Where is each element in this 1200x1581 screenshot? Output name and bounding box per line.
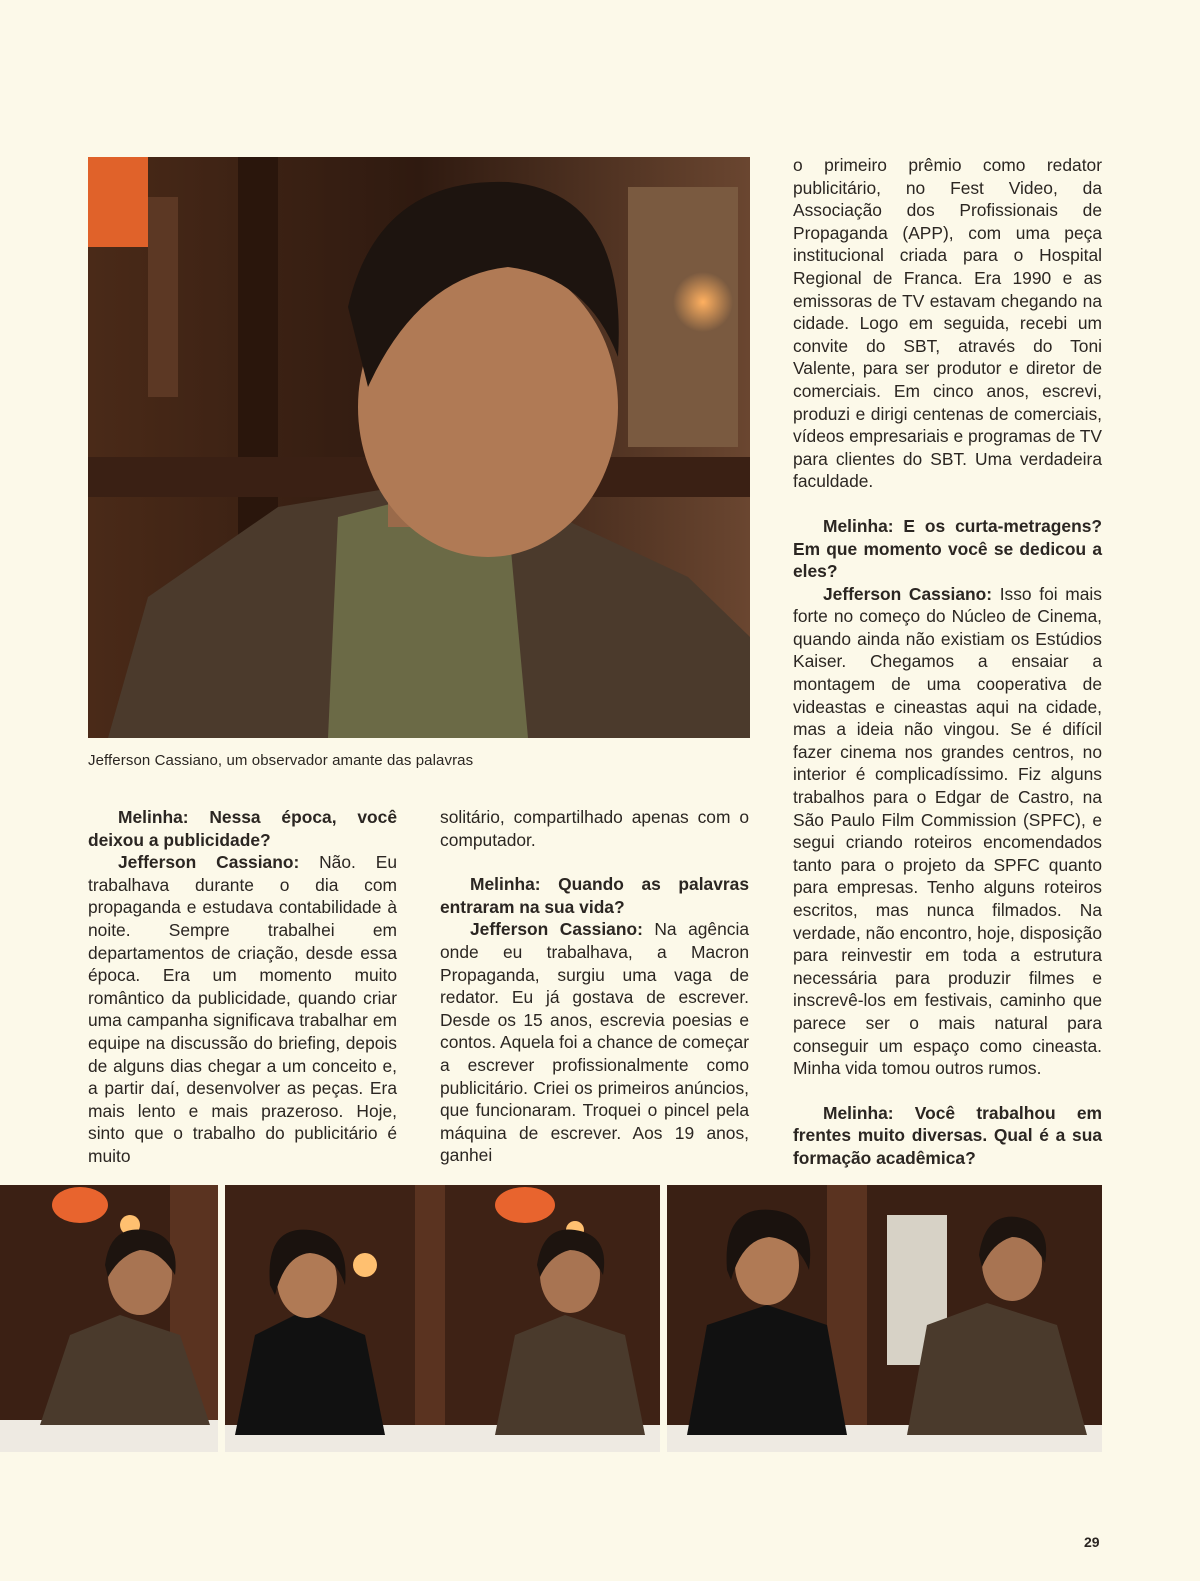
photo-caption: Jefferson Cassiano, um observador amante das palavras <box>88 752 474 769</box>
interview-answer <box>440 918 749 1167</box>
answer-speaker: Jefferson Cassiano: <box>118 852 300 873</box>
answer-text: Na agência onde eu trabalhava, a Macron Propaganda, surgiu uma vaga de redator. Eu já gostava de escrever. Desde os 15 anos, escrevia poesias e contos. Aquela foi a chance de começar a escrever profissionalmente como publicitário. Criei os primeiros anúncios, que funcionaram. Troquei o pincel pela máquina de escrever. Aos 19 anos, ganhei <box>440 919 750 1166</box>
answer-text: Não. Eu trabalhava durante o dia com propaganda e estudava contabilidade à noite. Sempre trabalhei em departamentos de criação, desde essa época. Era um momento muito romântico da publicidade, quando criar uma campanha significava trabalhar em equipe na discussão do briefing, depois de alguns dias chegar a um conceito e, a partir daí, desenvolver as peças. Era mais lento e mais prazeroso. Hoje, sinto que o trabalho do publicitário é muito <box>88 852 397 1166</box>
interview-question: Melinha: Você trabalhou em frentes muito diversas. Qual é a sua formação acadêmica? <box>793 1102 1102 1168</box>
column-middle <box>440 806 749 1167</box>
page-number: 29 <box>1084 1534 1100 1550</box>
answer-speaker: Jefferson Cassiano: <box>470 919 643 940</box>
interview-question: Melinha: Nessa época, você deixou a publicidade? <box>88 807 397 850</box>
bottom-photo-1 <box>0 1185 218 1452</box>
interview-question: Melinha: E os curta-metragens? Em que momento você se dedicou a eles? <box>793 515 1102 582</box>
bottom-photo-3 <box>667 1185 1102 1452</box>
interview-answer <box>793 583 1102 1080</box>
continuation-text: o primeiro prêmio como redator publicitário, no Fest Video, da Associação dos Profissionais de Propaganda (APP), com uma peça institucional criada para o Hospital Regional de Franca. Era 1990 e as emissoras de TV estavam chegando na cidade. Logo em seguida, recebi um convite do SBT, através do Toni Valente, para ser produtor e diretor de comerciais. Em cinco anos, escrevi, produzi e dirigi centenas de comerciais, vídeos empresariais e programas de TV para clientes do SBT. Uma verdadeira faculdade. <box>793 155 1102 492</box>
column-right <box>793 154 1102 1170</box>
bottom-photo-2 <box>225 1185 660 1452</box>
answer-text: Isso foi mais forte no começo do Núcleo de Cinema, quando ainda não existiam os Estúdios Kaiser. Chegamos a ensaiar a montagem de uma cooperativa de videastas e cineastas aqui na cidade, mas a ideia não vingou. Se é difícil fazer cinema nos grandes centros, no interior é complicadíssimo. Fiz alguns trabalhos para o Edgar de Castro, na São Paulo Film Commission (SPFC), e segui criando roteiros encomendados tanto para o projeto da SPFC quanto para empresas. Tenho alguns roteiros escritos, mas nunca filmados. Na verdade, não encontro, hoje, disposição para reinvestir em toda a estrutura necessária para produzir filmes e inscrevê-los em festivais, caminho que parece ser o mais natural para conseguir um espaço como cineasta. Minha vida tomou outros rumos. <box>793 583 1102 1079</box>
column-left <box>88 806 397 1168</box>
continuation-text: solitário, compartilhado apenas com o computador. <box>440 807 749 850</box>
main-portrait-photo <box>88 157 750 738</box>
interview-question: Melinha: Quando as palavras entraram na sua vida? <box>440 874 749 917</box>
interview-answer <box>88 851 397 1167</box>
answer-speaker: Jefferson Cassiano: <box>823 583 993 604</box>
